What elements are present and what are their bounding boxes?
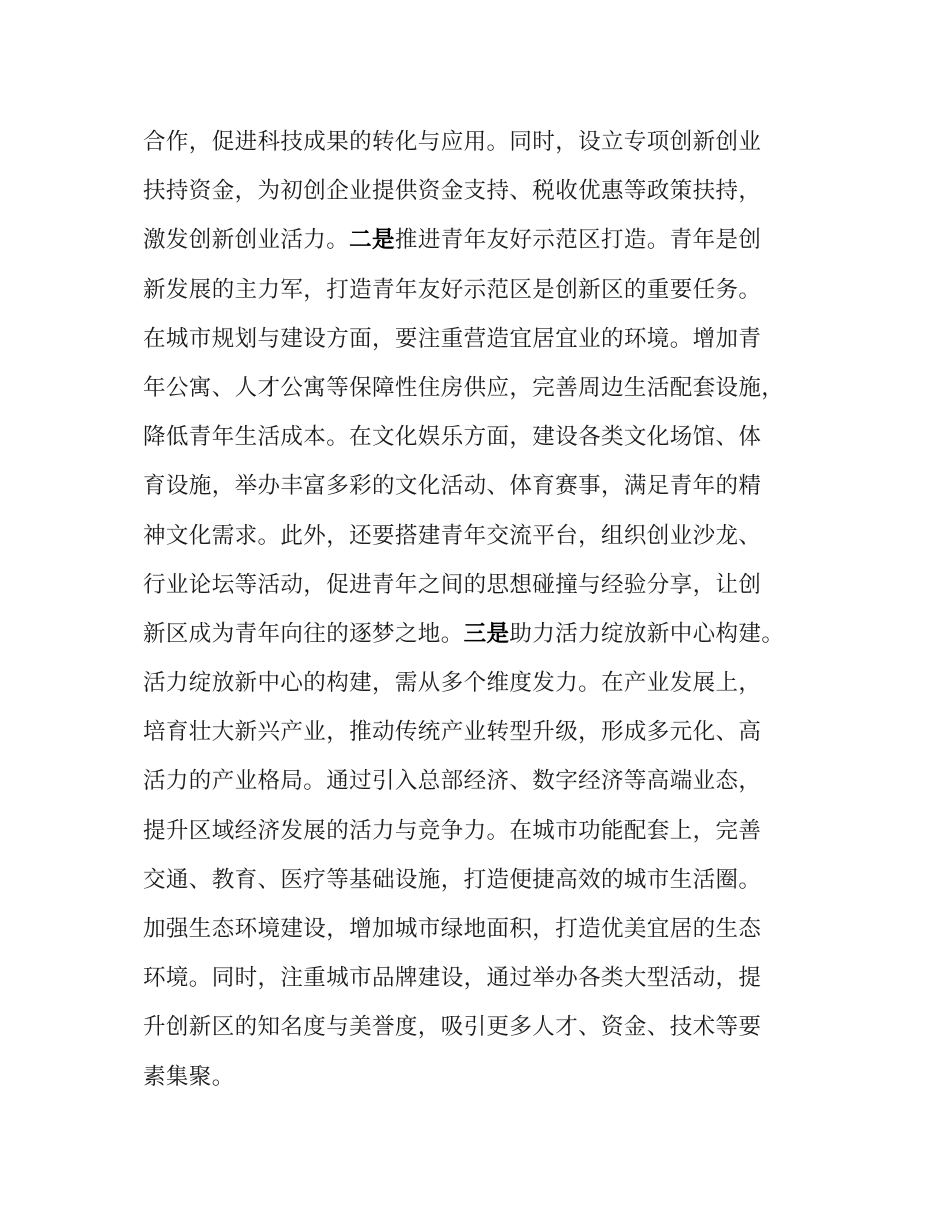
text-line [143,1053,843,1102]
text-segment: 育设施，举办丰富多彩的文化活动、体育赛事，满足青年的精 [143,473,762,500]
text-line [143,266,843,315]
text-segment: 交通、教育、医疗等基础设施，打造便捷高效的城市生活圈。 [143,866,762,893]
text-line [143,807,843,856]
text-segment: 活力的产业格局。通过引入总部经济、数字经济等高端业态， [143,768,762,795]
text-line [143,167,843,216]
bold-lead-phrase: 二是 [349,227,395,254]
text-segment: 在城市规划与建设方面，要注重营造宜居宜业的环境。增加青 [143,325,762,352]
text-segment: 新区成为青年向往的逐梦之地。 [143,620,464,647]
body-paragraph [143,118,843,1102]
text-segment: 升创新区的知名度与美誉度，吸引更多人才、资金、技术等要 [143,1014,762,1041]
text-segment: 年公寓、人才公寓等保障性住房供应，完善周边生活配套设施， [143,374,785,401]
text-segment: 推进青年友好示范区打造。青年是创 [394,227,762,254]
text-segment: 神文化需求。此外，还要搭建青年交流平台，组织创业沙龙、 [143,522,762,549]
text-segment: 降低青年生活成本。在文化娱乐方面，建设各类文化场馆、体 [143,424,762,451]
text-line [143,1003,843,1052]
text-line [143,315,843,364]
text-segment: 活力绽放新中心的构建，需从多个维度发力。在产业发展上， [143,670,762,697]
text-line [143,610,843,659]
text-line [143,561,843,610]
text-line [143,954,843,1003]
text-line [143,708,843,757]
text-line [143,462,843,511]
text-line [143,757,843,806]
text-segment: 扶持资金，为初创企业提供资金支持、税收优惠等政策扶持， [143,178,762,205]
text-segment: 环境。同时，注重城市品牌建设，通过举办各类大型活动，提 [143,965,762,992]
text-segment: 激发创新创业活力。 [143,227,350,254]
text-line [143,216,843,265]
text-segment: 培育壮大新兴产业，推动传统产业转型升级，形成多元化、高 [143,719,762,746]
text-line [143,512,843,561]
text-segment: 新发展的主力军，打造青年友好示范区是创新区的重要任务。 [143,276,762,303]
text-segment: 行业论坛等活动，促进青年之间的思想碰撞与经验分享，让创 [143,571,762,598]
text-segment: 助力活力绽放新中心构建。 [509,620,785,647]
text-line [143,364,843,413]
text-line [143,856,843,905]
text-segment: 素集聚。 [143,1063,235,1090]
text-segment: 提升区域经济发展的活力与竞争力。在城市功能配套上，完善 [143,817,762,844]
text-line [143,905,843,954]
text-segment: 合作，促进科技成果的转化与应用。同时，设立专项创新创业 [143,129,762,155]
bold-lead-phrase: 三是 [463,620,510,647]
text-segment: 加强生态环境建设，增加城市绿地面积，打造优美宜居的生态 [143,916,762,942]
text-line [143,413,843,462]
text-line [143,659,843,708]
text-line [143,118,843,167]
